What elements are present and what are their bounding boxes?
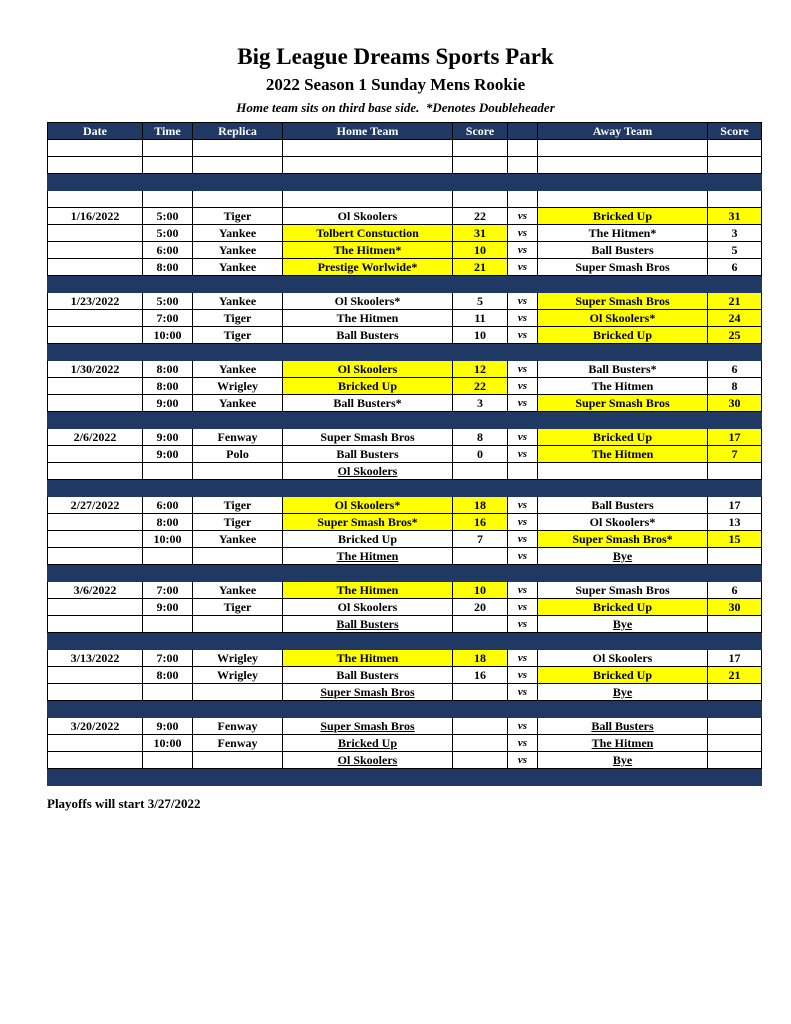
home-team-cell: Ol Skoolers [283,752,453,769]
home-team-cell: Ball Busters [283,446,453,463]
away-team-cell: The Hitmen [538,378,708,395]
vs-cell: vs [508,718,538,735]
vs-cell: vs [508,242,538,259]
separator-band [48,633,762,650]
vs-cell: vs [508,752,538,769]
empty-row [48,157,762,174]
time-cell [143,684,193,701]
vs-cell: vs [508,259,538,276]
home-score-cell: 3 [453,395,508,412]
date-cell [48,140,143,157]
home-score-cell: 16 [453,514,508,531]
home-score-cell: 8 [453,429,508,446]
game-row [48,650,762,667]
separator-row [48,412,762,429]
home-team-cell: The Hitmen [283,548,453,565]
time-cell: 8:00 [143,361,193,378]
time-cell: 9:00 [143,599,193,616]
game-row [48,395,762,412]
home-score-cell: 31 [453,225,508,242]
date-cell: 2/6/2022 [48,429,143,446]
empty-row [48,191,762,208]
replica-cell: Fenway [193,718,283,735]
game-row [48,616,762,633]
away-score-cell: 7 [708,446,762,463]
vs-cell: vs [508,310,538,327]
game-row [48,684,762,701]
time-cell [143,463,193,480]
replica-cell: Wrigley [193,650,283,667]
home-team-cell: Ball Busters [283,327,453,344]
away-team-cell: Ball Busters [538,718,708,735]
date-cell: 3/20/2022 [48,718,143,735]
time-cell: 8:00 [143,514,193,531]
game-row [48,735,762,752]
away-team-cell: Bye [538,684,708,701]
away-team-cell: Bricked Up [538,208,708,225]
replica-cell [193,752,283,769]
home-score-cell: 10 [453,582,508,599]
date-cell [48,531,143,548]
away-score-cell: 30 [708,395,762,412]
away-score-cell: 21 [708,667,762,684]
replica-cell: Yankee [193,293,283,310]
home-team-cell: Ol Skoolers [283,361,453,378]
game-row [48,242,762,259]
game-row [48,718,762,735]
home-team-cell: Ball Busters [283,616,453,633]
time-cell: 7:00 [143,310,193,327]
game-row [48,667,762,684]
time-cell: 5:00 [143,225,193,242]
replica-cell: Tiger [193,497,283,514]
separator-band [48,174,762,191]
home-team-note: Home team sits on third base side. *Denotes Doubleheader [236,100,555,115]
home-team-cell: Bricked Up [283,531,453,548]
game-row [48,208,762,225]
away-team-cell: Ol Skoolers* [538,514,708,531]
header-home-team: Home Team [283,123,453,140]
away-score-cell: 15 [708,531,762,548]
home-score-cell: 0 [453,446,508,463]
vs-cell: vs [508,293,538,310]
game-row [48,514,762,531]
away-team-cell [538,463,708,480]
date-cell: 3/6/2022 [48,582,143,599]
away-team-cell [538,157,708,174]
away-team-cell: Ball Busters [538,242,708,259]
game-row [48,361,762,378]
time-cell [143,548,193,565]
vs-cell: vs [508,429,538,446]
away-team-cell: Ball Busters [538,497,708,514]
away-score-cell [708,140,762,157]
date-cell [48,191,143,208]
replica-cell: Wrigley [193,667,283,684]
home-score-cell [453,735,508,752]
vs-cell: vs [508,684,538,701]
time-cell [143,752,193,769]
home-team-cell: Ball Busters [283,667,453,684]
replica-cell [193,140,283,157]
empty-row [48,140,762,157]
season-subtitle: 2022 Season 1 Sunday Mens Rookie [265,75,526,94]
home-score-cell [453,684,508,701]
vs-cell: vs [508,225,538,242]
replica-cell: Yankee [193,361,283,378]
away-score-cell [708,684,762,701]
separator-row [48,701,762,718]
vs-cell: vs [508,208,538,225]
home-score-cell: 11 [453,310,508,327]
away-score-cell: 3 [708,225,762,242]
separator-row [48,480,762,497]
home-team-cell [283,140,453,157]
table-body [48,140,762,786]
header-date: Date [48,123,143,140]
away-score-cell [708,752,762,769]
replica-cell [193,191,283,208]
time-cell [143,157,193,174]
separator-band [48,276,762,293]
date-cell: 1/23/2022 [48,293,143,310]
header-time: Time [143,123,193,140]
away-score-cell [708,616,762,633]
home-score-cell: 18 [453,650,508,667]
date-cell [48,599,143,616]
home-team-cell: The Hitmen* [283,242,453,259]
away-score-cell: 21 [708,293,762,310]
home-score-cell [453,191,508,208]
playoffs-note: Playoffs will start 3/27/2022 [47,796,201,811]
time-cell: 6:00 [143,242,193,259]
separator-row [48,769,762,786]
replica-cell: Fenway [193,429,283,446]
page-title: Big League Dreams Sports Park [237,44,554,69]
time-cell [143,140,193,157]
away-score-cell [708,191,762,208]
away-score-cell: 6 [708,259,762,276]
time-cell: 8:00 [143,667,193,684]
home-team-cell: The Hitmen [283,650,453,667]
separator-band [48,480,762,497]
time-cell [143,616,193,633]
replica-cell: Yankee [193,242,283,259]
time-cell: 10:00 [143,327,193,344]
vs-cell: vs [508,514,538,531]
time-cell: 7:00 [143,582,193,599]
vs-cell: vs [508,582,538,599]
away-score-cell [708,718,762,735]
home-score-cell: 20 [453,599,508,616]
home-team-cell: Ol Skoolers [283,208,453,225]
header-away-team: Away Team [538,123,708,140]
time-cell: 8:00 [143,378,193,395]
schedule-table [47,122,762,786]
date-cell: 3/13/2022 [48,650,143,667]
date-cell: 1/30/2022 [48,361,143,378]
away-team-cell: Bricked Up [538,599,708,616]
home-team-cell: Ball Busters* [283,395,453,412]
game-row [48,225,762,242]
away-score-cell: 6 [708,582,762,599]
time-cell: 8:00 [143,259,193,276]
separator-row [48,633,762,650]
home-score-cell: 22 [453,208,508,225]
away-team-cell: Bricked Up [538,667,708,684]
time-cell: 9:00 [143,429,193,446]
replica-cell [193,616,283,633]
date-cell [48,684,143,701]
time-cell: 9:00 [143,718,193,735]
replica-cell: Fenway [193,735,283,752]
home-score-cell [453,157,508,174]
away-score-cell: 13 [708,514,762,531]
home-team-cell: Super Smash Bros* [283,514,453,531]
away-team-cell: Ball Busters* [538,361,708,378]
replica-cell: Tiger [193,514,283,531]
separator-row [48,344,762,361]
away-team-cell [538,191,708,208]
away-team-cell: Ol Skoolers* [538,310,708,327]
date-cell: 1/16/2022 [48,208,143,225]
date-cell [48,259,143,276]
time-cell: 5:00 [143,208,193,225]
game-row [48,310,762,327]
date-cell [48,667,143,684]
vs-cell: vs [508,497,538,514]
game-row [48,497,762,514]
home-team-cell: The Hitmen [283,310,453,327]
home-score-cell: 10 [453,327,508,344]
away-team-cell: Bye [538,616,708,633]
away-team-cell: Bricked Up [538,327,708,344]
time-cell: 7:00 [143,650,193,667]
away-team-cell: Super Smash Bros* [538,531,708,548]
vs-cell [508,140,538,157]
home-score-cell: 22 [453,378,508,395]
header-replica: Replica [193,123,283,140]
time-cell: 5:00 [143,293,193,310]
home-team-cell [283,191,453,208]
game-row [48,582,762,599]
home-team-cell: Super Smash Bros [283,718,453,735]
away-team-cell: Super Smash Bros [538,395,708,412]
vs-cell [508,157,538,174]
game-row [48,259,762,276]
home-score-cell [453,752,508,769]
game-row [48,548,762,565]
away-team-cell: Bye [538,752,708,769]
vs-cell: vs [508,446,538,463]
away-team-cell: Bricked Up [538,429,708,446]
home-score-cell [453,718,508,735]
game-row [48,446,762,463]
date-cell [48,752,143,769]
game-row [48,463,762,480]
vs-cell: vs [508,667,538,684]
away-score-cell: 17 [708,497,762,514]
time-cell: 10:00 [143,531,193,548]
time-cell: 9:00 [143,446,193,463]
home-team-cell: Ol Skoolers [283,599,453,616]
date-cell [48,463,143,480]
home-team-cell: Super Smash Bros [283,429,453,446]
replica-cell: Yankee [193,582,283,599]
away-score-cell: 31 [708,208,762,225]
separator-row [48,174,762,191]
date-cell [48,446,143,463]
away-team-cell: Bye [538,548,708,565]
away-team-cell: Super Smash Bros [538,582,708,599]
replica-cell [193,463,283,480]
game-row [48,531,762,548]
date-cell [48,157,143,174]
home-team-cell: Ol Skoolers* [283,497,453,514]
game-row [48,429,762,446]
replica-cell: Tiger [193,310,283,327]
home-score-cell [453,616,508,633]
vs-cell: vs [508,548,538,565]
replica-cell: Yankee [193,531,283,548]
away-score-cell: 25 [708,327,762,344]
vs-cell: vs [508,361,538,378]
home-team-cell: Prestige Worlwide* [283,259,453,276]
away-score-cell: 17 [708,429,762,446]
separator-row [48,276,762,293]
time-cell: 9:00 [143,395,193,412]
replica-cell: Polo [193,446,283,463]
separator-band [48,344,762,361]
separator-band [48,701,762,718]
replica-cell: Yankee [193,225,283,242]
home-score-cell: 5 [453,293,508,310]
vs-cell [508,191,538,208]
home-team-cell: Ol Skoolers [283,463,453,480]
header-score: Score [708,123,762,140]
date-cell [48,514,143,531]
home-score-cell: 12 [453,361,508,378]
away-score-cell [708,735,762,752]
away-score-cell: 17 [708,650,762,667]
home-score-cell [453,463,508,480]
replica-cell: Tiger [193,327,283,344]
away-team-cell: The Hitmen [538,735,708,752]
away-team-cell: The Hitmen [538,446,708,463]
replica-cell: Yankee [193,395,283,412]
away-team-cell: Super Smash Bros [538,259,708,276]
home-score-cell [453,140,508,157]
replica-cell: Tiger [193,208,283,225]
away-score-cell [708,157,762,174]
vs-cell [508,463,538,480]
home-team-cell: Bricked Up [283,735,453,752]
vs-cell: vs [508,616,538,633]
game-row [48,752,762,769]
away-score-cell [708,548,762,565]
game-row [48,599,762,616]
date-cell [48,548,143,565]
vs-cell: vs [508,378,538,395]
date-cell [48,225,143,242]
date-cell [48,327,143,344]
date-cell [48,310,143,327]
separator-band [48,565,762,582]
separator-band [48,769,762,786]
replica-cell [193,548,283,565]
game-row [48,378,762,395]
date-cell: 2/27/2022 [48,497,143,514]
home-score-cell: 16 [453,667,508,684]
time-cell: 6:00 [143,497,193,514]
away-score-cell: 30 [708,599,762,616]
home-team-cell: The Hitmen [283,582,453,599]
home-score-cell: 10 [453,242,508,259]
replica-cell: Tiger [193,599,283,616]
table-header [48,123,762,140]
away-team-cell [538,140,708,157]
header-row [48,123,762,140]
replica-cell [193,684,283,701]
home-score-cell: 21 [453,259,508,276]
game-row [48,327,762,344]
replica-cell: Yankee [193,259,283,276]
vs-cell: vs [508,650,538,667]
vs-cell: vs [508,327,538,344]
date-cell [48,616,143,633]
home-team-cell: Super Smash Bros [283,684,453,701]
away-score-cell: 5 [708,242,762,259]
time-cell [143,191,193,208]
date-cell [48,378,143,395]
home-team-cell: Tolbert Constuction [283,225,453,242]
time-cell: 10:00 [143,735,193,752]
vs-cell: vs [508,735,538,752]
replica-cell [193,157,283,174]
home-score-cell: 7 [453,531,508,548]
separator-row [48,565,762,582]
away-score-cell: 24 [708,310,762,327]
away-score-cell: 6 [708,361,762,378]
away-score-cell: 8 [708,378,762,395]
vs-cell: vs [508,531,538,548]
date-cell [48,735,143,752]
vs-cell: vs [508,395,538,412]
separator-band [48,412,762,429]
away-team-cell: Super Smash Bros [538,293,708,310]
home-team-cell: Bricked Up [283,378,453,395]
vs-cell: vs [508,599,538,616]
date-cell [48,242,143,259]
away-score-cell [708,463,762,480]
away-team-cell: Ol Skoolers [538,650,708,667]
away-team-cell: The Hitmen* [538,225,708,242]
date-cell [48,395,143,412]
home-score-cell [453,548,508,565]
home-team-cell [283,157,453,174]
header-score: Score [453,123,508,140]
replica-cell: Wrigley [193,378,283,395]
home-score-cell: 18 [453,497,508,514]
game-row [48,293,762,310]
header-vs [508,123,538,140]
home-team-cell: Ol Skoolers* [283,293,453,310]
